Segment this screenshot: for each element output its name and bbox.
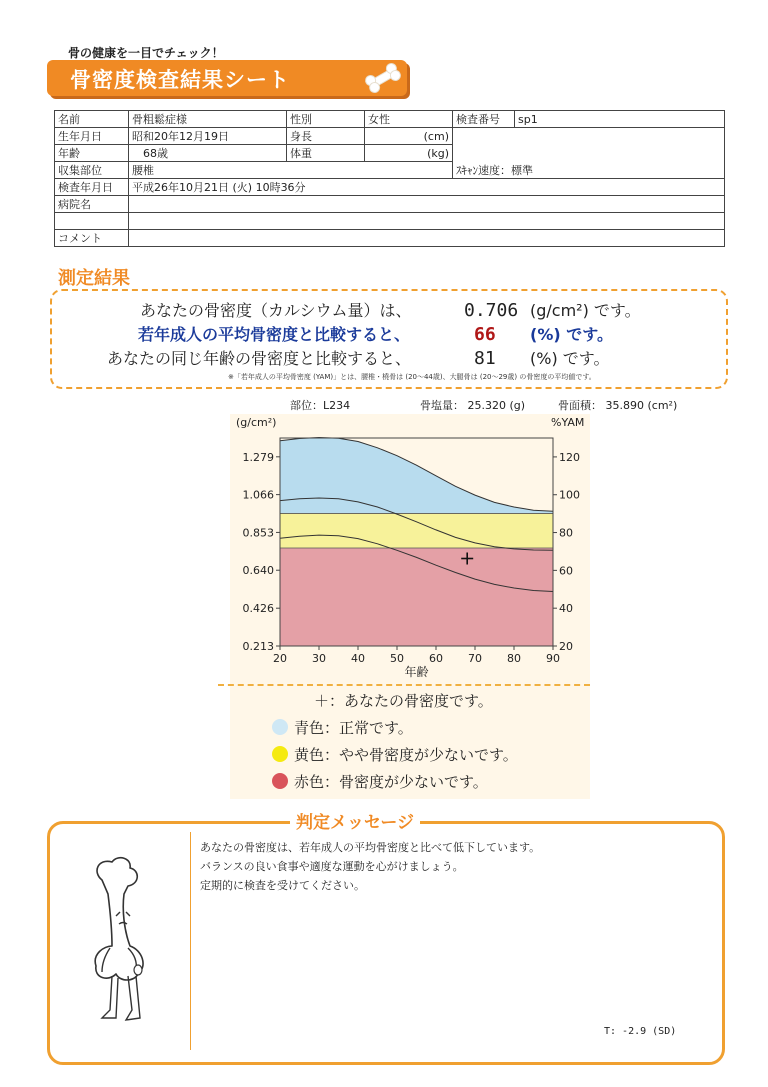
weight-unit: (kg) <box>365 145 453 162</box>
result-line3-text: あなたの同じ年齢の骨密度と比較すると、 <box>107 349 412 368</box>
dob-value: 昭和20年12月19日 <box>129 128 287 145</box>
y2-tick-label: 100 <box>559 488 580 502</box>
message-line2: バランスの良い食事や適度な運動を心がけましょう。 <box>200 860 464 873</box>
measure-bmc: 骨塩量： 25.320 (g) <box>420 399 526 412</box>
result-line2-text: 若年成人の平均骨密度と比較すると、 <box>138 325 411 344</box>
legend-yellow: 黄色：やや骨密度が少ないです。 <box>294 746 518 764</box>
x-tick-label: 30 <box>312 652 326 665</box>
results-section-title: 測定結果 <box>58 268 130 289</box>
age-label: 年齢 <box>55 145 129 162</box>
height-label: 身長 <box>287 128 365 145</box>
y2-tick-label: 40 <box>559 602 573 616</box>
legend-divider <box>218 684 590 686</box>
exam-no-value: sp1 <box>515 111 725 128</box>
bone-character-icon <box>72 850 182 1034</box>
yellow-dot-icon <box>272 746 288 762</box>
exam-no-label: 検査番号 <box>453 111 515 128</box>
comment-label: コメント <box>55 229 129 246</box>
weight-label: 体重 <box>287 145 365 162</box>
sex-label: 性別 <box>287 111 365 128</box>
dob-label: 生年月日 <box>55 128 129 145</box>
y-tick-label: 0.640 <box>242 564 274 578</box>
page-title: 骨密度検査結果シート <box>70 68 290 92</box>
result-line1-unit: (g/cm²) です。 <box>530 301 641 320</box>
bmd-chart <box>220 410 600 690</box>
legend-blue-row <box>272 717 413 738</box>
yam-footnote: ※「若年成人の平均骨密度 (YAM)」とは、腰椎・橈骨は (20〜44歳)、大腿骨は (20〜29歳) の骨密度の平均値です。 <box>228 373 596 381</box>
y2-tick-label: 80 <box>559 526 573 540</box>
legend-plus: ＋：あなたの骨密度です。 <box>314 692 493 710</box>
t-score: T: -2.9 (SD) <box>604 1026 677 1037</box>
x-tick-label: 90 <box>546 652 560 665</box>
message-divider <box>190 832 191 1050</box>
y2-tick-label: 60 <box>559 564 573 578</box>
legend-blue: 青色：正常です。 <box>294 719 413 737</box>
exam-date-label: 検査年月日 <box>55 179 129 196</box>
site-label: 収集部位 <box>55 162 129 179</box>
message-line3: 定期的に検査を受けてください。 <box>200 879 365 892</box>
age-value: 68歳 <box>129 145 287 162</box>
x-tick-label: 80 <box>507 652 521 665</box>
x-tick-label: 20 <box>273 652 287 665</box>
result-age-match-value: 81 <box>474 348 496 369</box>
y-tick-label: 0.853 <box>242 526 274 540</box>
result-line3-unit: (%) です。 <box>530 349 610 368</box>
y-tick-label: 1.066 <box>242 488 274 502</box>
legend-red-row <box>272 771 488 792</box>
height-unit: (cm) <box>365 128 453 145</box>
scan-speed: ｽｷｬﾝ速度：標準 <box>456 164 533 177</box>
name-label: 名前 <box>55 111 129 128</box>
result-yam-value: 66 <box>474 324 496 345</box>
message-title: 判定メッセージ <box>290 808 420 833</box>
x-tick-label: 40 <box>351 652 365 665</box>
bone-icon <box>362 60 404 100</box>
exam-date-value: 平成26年10月21日 (火) 10時36分 <box>129 179 725 196</box>
hospital-label: 病院名 <box>55 196 129 213</box>
y2-axis-label: %YAM <box>551 416 585 429</box>
sex-value: 女性 <box>365 111 453 128</box>
y-tick-label: 1.279 <box>242 450 274 464</box>
x-tick-label: 50 <box>390 652 404 665</box>
patient-info-table <box>54 110 725 247</box>
red-dot-icon <box>272 773 288 789</box>
band-normal <box>280 438 553 514</box>
measure-site: 部位：L234 <box>290 399 351 412</box>
header-subtitle: 骨の健康を一目でチェック！ <box>68 46 224 60</box>
message-line1: あなたの骨密度は、若年成人の平均骨密度と比べて低下しています。 <box>200 841 541 854</box>
site-value: 腰椎 <box>129 162 453 179</box>
x-axis-label: 年齢 <box>404 665 429 679</box>
blue-dot-icon <box>272 719 288 735</box>
band-very-low <box>280 548 553 646</box>
y2-tick-label: 120 <box>559 450 580 464</box>
band-low <box>280 513 553 548</box>
name-value: 骨粗鬆症様 <box>129 111 287 128</box>
result-line1-text: あなたの骨密度（カルシウム量）は、 <box>140 301 412 320</box>
measure-area: 骨面積： 35.890 (cm²) <box>558 399 678 412</box>
result-line2-unit: (%) です。 <box>530 325 613 344</box>
legend-red: 赤色：骨密度が少ないです。 <box>294 773 488 791</box>
y-tick-label: 0.213 <box>242 640 274 653</box>
y-tick-label: 0.426 <box>242 602 274 616</box>
x-tick-label: 70 <box>468 652 482 665</box>
x-tick-label: 60 <box>429 652 443 665</box>
y-axis-label: (g/cm²) <box>236 416 277 429</box>
result-bmd-value: 0.706 <box>464 300 519 321</box>
legend-yellow-row <box>272 744 518 765</box>
y2-tick-label: 20 <box>559 640 573 653</box>
